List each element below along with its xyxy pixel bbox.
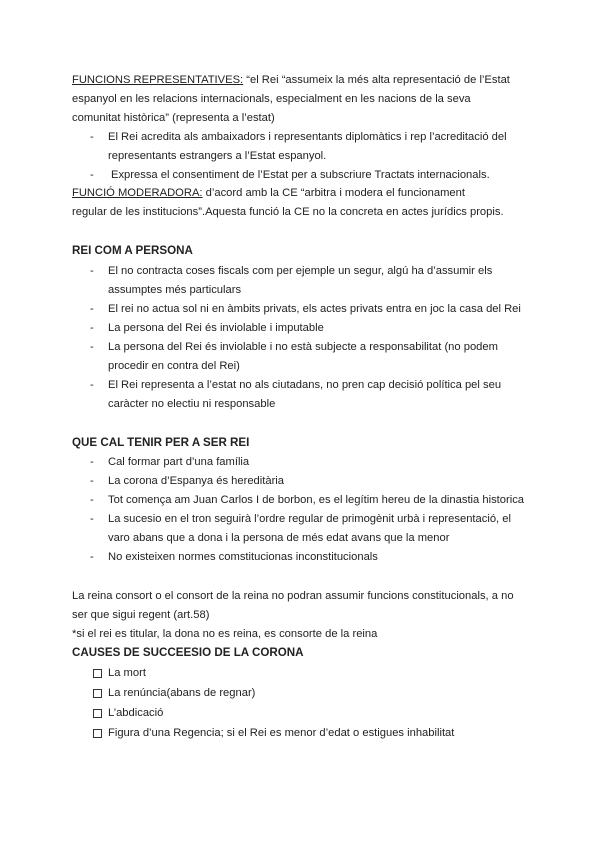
funcio-moderadora-label: FUNCIÓ MODERADORA: — [72, 187, 203, 199]
list-item: El rei no actua sol ni en àmbits privats, els actes privats entra en joc la casa del Rei — [108, 303, 521, 315]
list-item: El Rei representa a l’estat no als ciutadans, no pren cap decisió política pel seu — [108, 379, 502, 391]
bullet-dash: - — [90, 513, 94, 525]
checklist-item: Figura d’una Regencia; si el Rei es menor d’edat o estigues inhabilitat — [108, 727, 455, 739]
checkbox-icon[interactable] — [93, 709, 102, 718]
funcions-representatives-text: “el Rei “assumeix la més alta representació de l’Estat — [243, 74, 510, 86]
paragraph-line: espanyol en les relacions internacionals, especialment en les nacions de la seva — [72, 93, 471, 105]
bullet-dash: - — [90, 475, 94, 487]
bullet-dash: - — [90, 494, 94, 506]
checklist-item: La renúncia(abans de regnar) — [108, 687, 256, 699]
list-item: El no contracta coses fiscals com per ejemple un segur, algú ha d’assumir els — [108, 265, 493, 277]
list-item: Cal formar part d’una família — [108, 456, 250, 468]
paragraph-line: comunitat històrica” (representa a l’estat) — [72, 112, 275, 124]
list-item-continuation: representants estrangers a l’Estat espanyol. — [108, 150, 327, 162]
list-item: No existeixen normes comstitucionas inconstitucionals — [108, 551, 378, 563]
funcio-moderadora-text: d’acord amb la CE “arbitra i modera el funcionament — [202, 187, 465, 199]
paragraph-line: ser que sigui regent (art.58) — [72, 609, 210, 621]
list-item: La persona del Rei és inviolable i no està subjecte a responsabilitat (no podem — [108, 341, 498, 353]
paragraph-line: regular de les institucions”.Aquesta funció la CE no la concreta en actes jurídics propis. — [72, 206, 504, 218]
bullet-dash: - — [90, 169, 94, 181]
checkbox-icon[interactable] — [93, 669, 102, 678]
funcio-moderadora-paragraph — [72, 186, 465, 200]
checkbox-icon[interactable] — [93, 729, 102, 738]
bullet-dash: - — [90, 265, 94, 277]
bullet-dash: - — [90, 379, 94, 391]
list-item-continuation: assumptes més particulars — [108, 284, 242, 296]
list-item: Expressa el consentiment de l’Estat per a subscriure Tractats internacionals. — [111, 169, 490, 181]
list-item: La sucesio en el tron seguirà l’ordre regular de primogènit urbà i representació, el — [108, 513, 511, 525]
heading-causes-successio: CAUSES DE SUCCEESIO DE LA CORONA — [72, 646, 304, 659]
heading-que-cal-tenir: QUE CAL TENIR PER A SER REI — [72, 436, 250, 449]
bullet-dash: - — [90, 131, 94, 143]
heading-rei-com-a-persona: REI COM A PERSONA — [72, 244, 193, 257]
checkbox-icon[interactable] — [93, 689, 102, 698]
checklist-item: L’abdicació — [108, 707, 164, 719]
bullet-dash: - — [90, 456, 94, 468]
funcions-representatives-paragraph — [72, 73, 510, 87]
bullet-dash: - — [90, 303, 94, 315]
bullet-dash: - — [90, 341, 94, 353]
list-item: El Rei acredita als ambaixadors i representants diplomàtics i rep l’acreditació del — [108, 131, 507, 143]
list-item: La persona del Rei és inviolable i imputable — [108, 322, 324, 334]
list-item: La corona d’Espanya és hereditària — [108, 475, 285, 487]
bullet-dash: - — [90, 322, 94, 334]
list-item: Tot comença am Juan Carlos I de borbon, es el legítim hereu de la dinastia historica — [108, 494, 525, 506]
paragraph-line: La reina consort o el consort de la reina no podran assumir funcions constitucionals, a no — [72, 590, 514, 602]
list-item-continuation: caràcter no electiu ni responsable — [108, 398, 276, 410]
funcions-representatives-label: FUNCIONS REPRESENTATIVES: — [72, 74, 244, 86]
list-item-continuation: procedir en contra del Rei) — [108, 360, 240, 372]
list-item-continuation: varo abans que a dona i la persona de més edat avans que la menor — [108, 532, 450, 544]
paragraph-note: *si el rei es titular, la dona no es reina, es consorte de la reina — [72, 628, 378, 640]
bullet-dash: - — [90, 551, 94, 563]
checklist-item: La mort — [108, 667, 146, 679]
